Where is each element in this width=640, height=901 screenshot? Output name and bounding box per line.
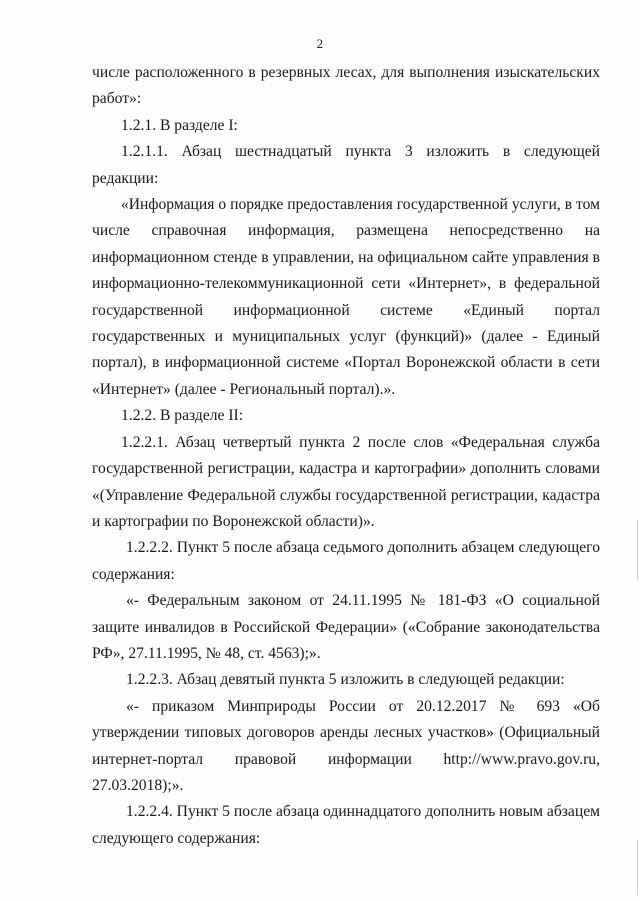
paragraph-quote-order: «- приказом Минприроды России от 20.12.2017 № 693 «Об утверждении типовых договоров аренды лесных участков» (Официальный интернет-портал правовой информации http://www.pravo.gov.ru, 27.03.2018);». <box>92 697 600 794</box>
paragraph-quote-information: «Информация о порядке предоставления государственной услуги, в том числе справочная информация, размещена непосредственно на информационном стенде в управлении, на официальном сайте управления в информационно-телекоммуникационной сети «Интернет», в федеральной государственной информационной системе «Единый портал государственных и муниципальных услуг (функций)» (далее - Единый портал), в информационной системе «Портал Воронежской области в сети «Интернет» (далее - Региональный портал).». <box>92 196 600 398</box>
paragraph-1-2-2-1: 1.2.2.1. Абзац четвертый пункта 2 после слов «Федеральная служба государственной регистрации, кадастра и картографии» дополнить словами «(Управление Федеральной службы государственной регистрации, кадастра и картографии по Воронежской области)». <box>92 433 600 530</box>
paragraph-quote-federal-law: «- Федеральным законом от 24.11.1995 № 181-ФЗ «О социальной защите инвалидов в Российской Федерации» («Собрание законодательства РФ», 27.11.1995, № 48, ст. 4563);». <box>92 592 600 662</box>
paragraph-1-2-2: 1.2.2. В разделе II: <box>121 407 244 425</box>
paragraph-continuation: числе расположенного в резервных лесах, для выполнения изыскательских работ»: <box>92 64 600 108</box>
scan-edge-mark <box>637 520 638 580</box>
paragraph-1-2-1: 1.2.1. В разделе I: <box>121 116 238 134</box>
scan-edge-mark <box>637 840 638 895</box>
paragraph-1-2-2-2: 1.2.2.2. Пункт 5 после абзаца седьмого дополнить абзацем следующего содержания: <box>92 539 600 583</box>
paragraph-1-2-1-1: 1.2.1.1. Абзац шестнадцатый пункта 3 изложить в следующей редакции: <box>92 143 600 187</box>
paragraph-1-2-2-3: 1.2.2.3. Абзац девятый пункта 5 изложить в следующей редакции: <box>126 671 565 689</box>
page-number: 2 <box>316 36 324 51</box>
document-body <box>92 60 600 852</box>
paragraph-1-2-2-4: 1.2.2.4. Пункт 5 после абзаца одиннадцатого дополнить новым абзацем следующего содержания: <box>92 803 600 847</box>
